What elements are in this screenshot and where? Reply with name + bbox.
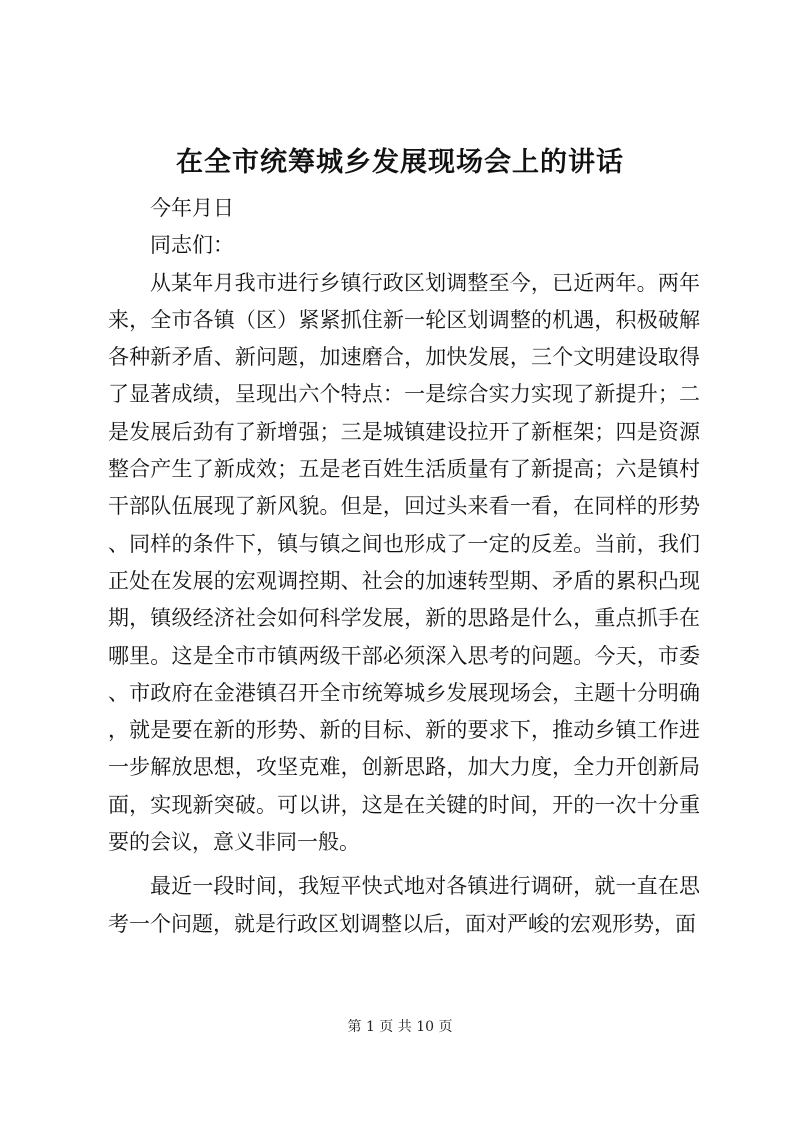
paragraph-2: 最近一段时间，我短平快式地对各镇进行调研，就一直在思考一个问题，就是行政区划调整以后，面对严峻的宏观形势，面	[108, 874, 700, 936]
paragraph-1: 从某年月我市进行乡镇行政区划调整至今，已近两年。两年来，全市各镇（区）紧紧抓住新一轮区划调整的机遇，积极破解各种新矛盾、新问题，加速磨合，加快发展，三个文明建设取得了显著成绩，呈现出六个特点：一是综合实力实现了新提升；二是发展后劲有了新增强；三是城镇建设拉开了新框架；四是资源整合产生了新成效；五是老百姓生活质量有了新提高；六是镇村干部队伍展现了新风貌。但是，回过头来看一看，在同样的形势、同样的条件下，镇与镇之间也形成了一定的反差。当前，我们正处在发展的宏观调控期、社会的加速转型期、矛盾的累积凸现期，镇级经济社会如何科学发展，新的思路是什么，重点抓手在哪里。这是全市市镇两级干部必须深入思考的问题。今天，市委、市政府在金港镇召开全市统筹城乡发展现场会，主题十分明确，就是要在新的形势、新的目标、新的要求下，推动乡镇工作进一步解放思想，攻坚克难，创新思路，加大力度，全力开创新局面，实现新突破。可以讲，这是在关键的时间，开的一次十分重要的会议，意义非同一般。	[108, 270, 700, 855]
page-footer	[0, 1016, 800, 1036]
page-number-label: 第 1 页 共 10 页	[347, 1019, 453, 1035]
document-body	[108, 190, 700, 943]
salutation: 同志们：	[150, 233, 234, 258]
date-line: 今年月日	[150, 196, 234, 220]
document-title: 在全市统筹城乡发展现场会上的讲话	[176, 147, 624, 178]
